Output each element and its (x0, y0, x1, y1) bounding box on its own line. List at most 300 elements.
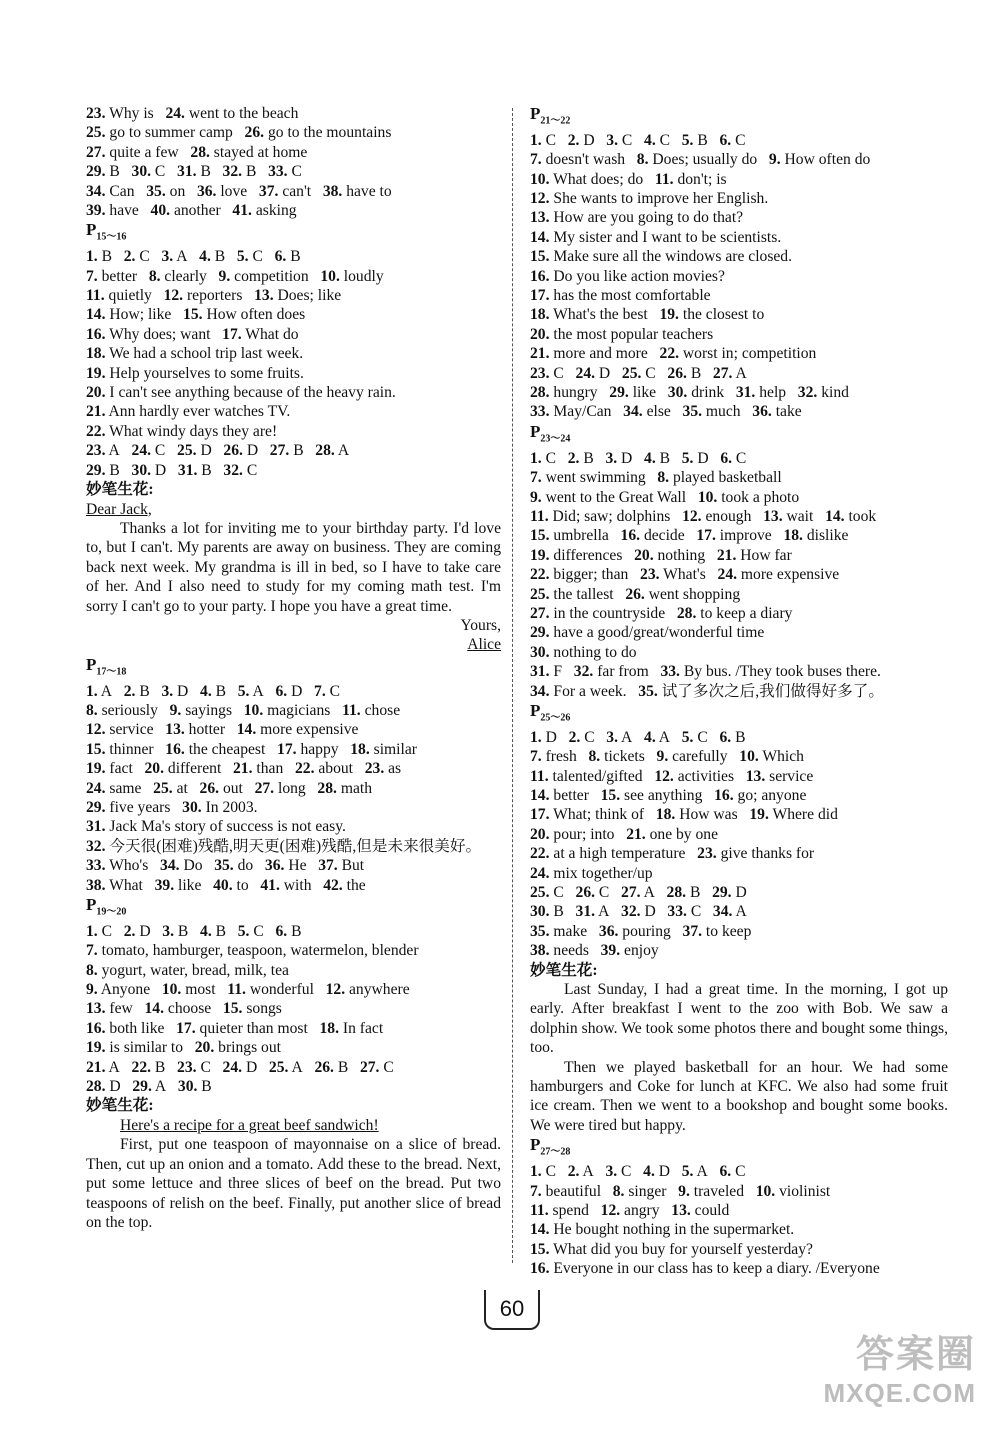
question-number: 23. (177, 1058, 197, 1076)
writing-paragraph (86, 1116, 501, 1135)
question-number: 34. (530, 682, 550, 700)
answer-text: wonderful (249, 981, 314, 999)
question-number: 36. (264, 857, 285, 875)
question-number: 20. (194, 1039, 215, 1057)
answer-line (86, 344, 501, 363)
question-number: 11. (530, 1201, 549, 1219)
question-number: 11. (530, 767, 549, 785)
question-number: 34. (712, 903, 733, 921)
question-number: 30. (667, 384, 688, 402)
question-number: 13. (745, 767, 766, 785)
question-number: 1. (86, 682, 98, 700)
question-number: 7. (530, 1182, 542, 1200)
answer-line (530, 507, 948, 526)
answer-text: one by one (649, 825, 719, 843)
question-number: 14. (236, 721, 257, 739)
question-number: 12. (163, 287, 184, 305)
question-number: 9. (530, 488, 542, 506)
question-number: 7. (86, 267, 98, 285)
answer-text: C (621, 131, 633, 149)
answer-text: B (690, 364, 702, 382)
section-heading (86, 895, 501, 922)
answer-text: D (735, 884, 747, 902)
answer-line (86, 461, 501, 480)
answer-text: have to (346, 182, 392, 200)
answer-text: quieter than most (199, 1019, 308, 1037)
question-number: 37. (258, 182, 279, 200)
answer-text: needs (553, 942, 589, 960)
answer-line (86, 182, 501, 201)
question-number: 10. (161, 981, 182, 999)
answer-text: spend (552, 1201, 589, 1219)
section-page-label: P (530, 104, 541, 123)
question-number: 32. (573, 663, 594, 681)
answer-text: B (177, 922, 189, 940)
answer-text: hotter (188, 721, 226, 739)
answer-text: make (553, 922, 588, 940)
question-number: 41. (260, 876, 280, 894)
answer-text: choose (167, 1000, 212, 1018)
answer-line (530, 662, 948, 681)
answer-text: enough (705, 507, 752, 525)
question-number: 10. (320, 267, 340, 285)
question-number: 6. (275, 682, 288, 700)
question-number: 25. (153, 779, 173, 797)
answer-text: see anything (624, 786, 703, 804)
question-number: 25. (268, 1058, 289, 1076)
section-page-range: 19～20 (96, 906, 127, 918)
question-number: 36. (196, 182, 217, 200)
answer-text: A (154, 1078, 167, 1096)
answer-line (530, 150, 948, 169)
question-number: 14. (530, 1221, 550, 1239)
question-number: 18. (319, 1019, 339, 1037)
question-number: 2. (123, 922, 136, 940)
answer-line (530, 1162, 948, 1181)
question-number: 35. (530, 922, 550, 940)
question-number: 24. (86, 779, 106, 797)
answer-text: the most popular teachers (553, 325, 714, 343)
answer-text: more and more (553, 345, 648, 363)
answer-line (86, 286, 501, 305)
answer-text: B (200, 163, 211, 181)
question-number: 3. (161, 248, 174, 266)
question-number: 17. (277, 740, 297, 758)
writing-heading: 妙笔生花: (86, 481, 154, 499)
question-number: 9. (218, 267, 231, 285)
answer-text: drink (691, 384, 725, 402)
answer-text: D (697, 449, 709, 467)
question-number: 26. (199, 779, 220, 797)
writing-paragraph (86, 500, 501, 519)
question-number: 36. (752, 403, 772, 421)
question-number: 32. (621, 903, 641, 921)
question-number: 32. (797, 384, 818, 402)
answer-text: thinner (109, 740, 154, 758)
answer-text: Did; saw; dolphins (552, 507, 671, 525)
answer-line (86, 1038, 501, 1057)
answer-text: By bus. /They took buses there. (683, 663, 881, 681)
answer-line (86, 247, 501, 266)
answer-text: improve (719, 527, 772, 545)
answer-text: quite a few (109, 143, 179, 161)
signoff-text: Yours, (460, 616, 501, 634)
question-number: 10. (243, 701, 264, 719)
question-number: 28. (86, 1078, 106, 1096)
answer-text: nothing to do (553, 643, 637, 661)
paragraph-text: Last Sunday, I had a great time. In the morning, I got up early. After breakfast I went to the zoo with Bob. We saw a dolphin show. We took some photos there and bought some things, too. (530, 981, 948, 1057)
answer-text: go to summer camp (109, 124, 233, 142)
answer-line (86, 759, 501, 778)
answer-text: can't (282, 182, 312, 200)
answer-line (530, 941, 948, 960)
question-number: 29. (86, 461, 106, 479)
question-number: 38. (530, 942, 550, 960)
question-number: 13. (530, 209, 550, 227)
question-number: 24. (530, 864, 550, 882)
paragraph-text: First, put one teaspoon of mayonnaise on a slice of bread. Then, cut up an onion and a tomato. Add these to the bread. Next, put some lettuce and three slices of beef on the bread. Put two teaspoons of relish on the beef. Finally, put another slice of bread on the top. (86, 1136, 501, 1231)
answer-text: dislike (806, 527, 849, 545)
answer-text: in the countryside (553, 604, 666, 622)
answer-text: brings out (218, 1039, 281, 1057)
section-heading (530, 701, 948, 728)
answer-text: go; anyone (737, 786, 807, 804)
question-number: 6. (274, 248, 287, 266)
answer-text: A (643, 884, 655, 902)
answer-text: tomato, hamburger, teaspoon, watermelon, blender (101, 942, 419, 960)
answer-line (530, 585, 948, 604)
answer-line (530, 1182, 948, 1201)
answer-line (86, 201, 501, 220)
question-number: 27. (530, 604, 550, 622)
question-number: 15. (530, 1240, 550, 1258)
answer-line (86, 856, 501, 875)
question-number: 22. (86, 422, 106, 440)
answer-text: to (236, 876, 249, 894)
question-number: 16. (165, 740, 185, 758)
answer-line (530, 526, 948, 545)
question-number: 16. (86, 325, 106, 343)
answer-text: quietly (108, 287, 152, 305)
question-number: 10. (755, 1182, 776, 1200)
answer-text: service (769, 767, 814, 785)
answer-text: pouring (622, 922, 671, 940)
paragraph-text: Dear Jack, (86, 500, 152, 518)
question-number: 7. (314, 682, 326, 700)
answer-line (530, 786, 948, 805)
answer-text: How often do (784, 151, 871, 169)
answer-text: went shopping (648, 585, 741, 603)
answer-text: tickets (604, 748, 645, 766)
paragraph-text: Here's a recipe for a great beef sandwich! (120, 1116, 379, 1134)
question-number: 9. (656, 748, 669, 766)
question-number: 23. (530, 364, 550, 382)
answer-line (530, 1201, 948, 1220)
answer-line (530, 883, 948, 902)
answer-text: angry (624, 1201, 660, 1219)
question-number: 41. (232, 202, 252, 220)
question-number: 25. (86, 124, 106, 142)
answer-line (530, 286, 948, 305)
answer-line (86, 999, 501, 1018)
question-number: 29. (132, 1078, 152, 1096)
question-number: 11. (530, 507, 549, 525)
answer-text: In 2003. (205, 799, 258, 816)
question-number: 6. (719, 728, 732, 746)
question-number: 30. (177, 1078, 198, 1096)
answer-line (530, 488, 948, 507)
answer-text: C (383, 1058, 394, 1076)
answer-text: anywhere (349, 981, 410, 999)
answer-text: C (200, 1058, 211, 1076)
answer-text: C (598, 884, 610, 902)
answer-line (86, 364, 501, 383)
answer-text: Everyone in our class has to keep a diary. /Everyone (553, 1260, 880, 1278)
answer-text: B (101, 248, 113, 266)
question-number: 18. (86, 345, 106, 363)
section-page-label: P (530, 700, 541, 720)
question-number: 2. (123, 248, 136, 266)
answer-text: She wants to improve her English. (553, 190, 769, 208)
writing-paragraph (530, 1058, 948, 1136)
answer-line (530, 604, 948, 623)
question-number: 20. (530, 825, 550, 843)
question-number: 8. (86, 961, 98, 979)
answer-text: on (169, 182, 186, 200)
question-number: 15. (600, 786, 621, 804)
question-number: 2. (123, 682, 136, 700)
answer-line (86, 701, 501, 720)
question-number: 8. (588, 748, 601, 766)
answer-text: long (277, 779, 306, 797)
answer-text: How was (679, 806, 738, 824)
answer-text: A (108, 1058, 120, 1076)
answer-text: the cheapest (188, 740, 266, 758)
section-page-label: P (530, 421, 541, 441)
question-number: 22. (530, 566, 550, 584)
answer-text: more expensive (740, 566, 840, 584)
question-number: 22. (294, 760, 315, 778)
answer-text: D (245, 1058, 258, 1076)
answer-text: How often does (206, 306, 306, 324)
answer-text: went to the beach (188, 105, 299, 122)
answer-text: B (293, 442, 304, 460)
answer-text: fresh (545, 748, 577, 766)
answer-line (530, 643, 948, 662)
answer-text: B (201, 1078, 212, 1096)
answer-text: singer (628, 1182, 667, 1200)
answer-text: B (215, 682, 227, 700)
answer-text: with (283, 876, 312, 894)
answer-text: same (109, 779, 142, 797)
answer-text: few (109, 1000, 133, 1018)
answer-line (530, 825, 948, 844)
answer-text: A (598, 903, 610, 921)
section-heading (86, 655, 501, 682)
answer-text: A (735, 364, 747, 382)
question-number: 11. (342, 701, 361, 719)
question-number: 4. (200, 682, 212, 700)
question-number: 16. (530, 267, 550, 285)
answer-text: A (176, 248, 188, 266)
answer-text: Jack Ma's story of success is not easy. (109, 818, 346, 836)
answer-text: different (167, 760, 222, 778)
answer-line (86, 143, 501, 162)
question-number: 31. (735, 384, 756, 402)
question-number: 20. (634, 546, 654, 564)
answer-text: C (545, 1163, 557, 1181)
question-number: 22. (131, 1058, 152, 1076)
question-number: 15. (530, 248, 550, 266)
answer-text: to keep (705, 922, 752, 940)
question-number: 27. (269, 442, 290, 460)
question-number: 19. (86, 760, 106, 778)
question-number: 1. (530, 1163, 542, 1181)
question-number: 28. (190, 143, 210, 161)
answer-text: May/Can (553, 403, 612, 421)
answer-text: Anyone (100, 981, 151, 999)
answer-text: at a high temperature (553, 845, 686, 863)
answer-line (530, 805, 948, 824)
question-number: 25. (530, 585, 550, 603)
question-number: 1. (530, 728, 542, 746)
question-number: 17. (222, 325, 242, 343)
answer-text: C (645, 364, 656, 382)
answer-text: What's the best (553, 306, 648, 324)
answer-text: talented/gifted (552, 767, 643, 785)
question-number: 29. (530, 624, 550, 642)
question-number: 3. (605, 449, 618, 467)
answer-text: C (584, 728, 595, 746)
answer-text: like (632, 384, 657, 402)
answer-text: C (735, 131, 746, 149)
answer-line (530, 325, 948, 344)
question-number: 19. (86, 364, 106, 382)
question-number: 31. (177, 163, 197, 181)
answer-text: A (291, 1058, 303, 1076)
question-number: 23. (86, 105, 106, 122)
answer-text: decide (643, 527, 685, 545)
answer-text: wait (786, 507, 814, 525)
question-number: 10. (739, 748, 759, 766)
answer-text: asking (255, 202, 297, 220)
question-number: 28. (315, 442, 335, 460)
question-number: 13. (86, 1000, 106, 1018)
answer-text: clearly (164, 267, 207, 285)
answer-line (530, 747, 948, 766)
answer-text: most (185, 981, 216, 999)
answer-text: have a good/great/wonderful time (553, 624, 765, 642)
question-number: 18. (350, 740, 370, 758)
answer-text: D (139, 922, 151, 940)
question-number: 30. (182, 799, 202, 816)
answer-text: C (659, 131, 671, 149)
answer-line (86, 325, 501, 344)
answer-text: bigger; than (553, 566, 629, 584)
question-number: 38. (322, 182, 343, 200)
answer-text: 今天很(困难)残酷,明天更(困难)残酷,但是未来很美好。 (109, 837, 482, 855)
answer-text: than (256, 760, 284, 778)
answer-text: better (553, 786, 589, 804)
answer-text: D (545, 728, 557, 746)
question-number: 25. (621, 364, 642, 382)
answer-text: B (215, 922, 227, 940)
answer-text: played basketball (672, 469, 782, 487)
answer-text: pour; into (553, 825, 615, 843)
question-number: 23. (640, 566, 660, 584)
answer-text: How are you going to do that? (553, 209, 744, 227)
question-number: 26. (575, 884, 596, 902)
question-number: 28. (676, 604, 697, 622)
question-number: 15. (222, 1000, 243, 1018)
answer-text: C (545, 449, 557, 467)
answer-line (86, 267, 501, 286)
question-number: 17. (176, 1019, 196, 1037)
question-number: 7. (530, 469, 542, 487)
writing-paragraph (530, 980, 948, 1058)
answer-text: love (220, 182, 248, 200)
question-number: 19. (86, 1039, 106, 1057)
question-number: 7. (530, 151, 542, 169)
question-number: 21. (86, 403, 106, 421)
answer-text: D (177, 682, 189, 700)
question-number: 29. (712, 884, 732, 902)
question-number: 26. (625, 585, 645, 603)
right-column (530, 104, 948, 1279)
answer-line (86, 162, 501, 181)
question-number: 13. (671, 1201, 691, 1219)
answer-text: stayed at home (213, 143, 308, 161)
answer-text: math (340, 779, 373, 797)
answer-text: C (252, 248, 263, 266)
answer-text: C (621, 1163, 632, 1181)
answer-text: Make sure all the windows are closed. (553, 248, 793, 266)
question-number: 12. (530, 190, 550, 208)
answer-text: F (553, 663, 563, 681)
answer-text: went to the Great Wall (545, 488, 687, 506)
question-number: 24. (575, 364, 596, 382)
signoff-text: Alice (467, 636, 501, 654)
answer-text: Do you like action movies? (553, 267, 725, 285)
answer-text: take (775, 403, 802, 421)
section-page-range: 21～22 (540, 115, 571, 127)
watermark-logo (824, 1323, 976, 1409)
question-number: 29. (86, 799, 106, 816)
answer-text: took (848, 507, 877, 525)
answer-line (86, 1019, 501, 1038)
answer-text: C (553, 884, 564, 902)
question-number: 19. (659, 306, 679, 324)
answer-text: went swimming (545, 469, 646, 487)
answer-text: beautiful (545, 1182, 602, 1200)
answer-text: B (337, 1058, 349, 1076)
question-number: 24. (165, 105, 185, 122)
answer-text: doesn't wash (545, 151, 626, 169)
question-number: 18. (783, 527, 803, 545)
answer-text: Does; usually do (652, 151, 758, 169)
question-number: 33. (660, 663, 680, 681)
answer-line (86, 779, 501, 798)
answer-line (530, 228, 948, 247)
question-number: 14. (530, 786, 550, 804)
question-number: 27. (359, 1058, 380, 1076)
question-number: 2. (568, 728, 581, 746)
question-number: 26. (244, 124, 265, 142)
answer-line (530, 267, 948, 286)
answer-text: We had a school trip last week. (109, 345, 304, 363)
answer-text: umbrella (553, 527, 609, 545)
answer-text: has the most comfortable (553, 287, 711, 305)
